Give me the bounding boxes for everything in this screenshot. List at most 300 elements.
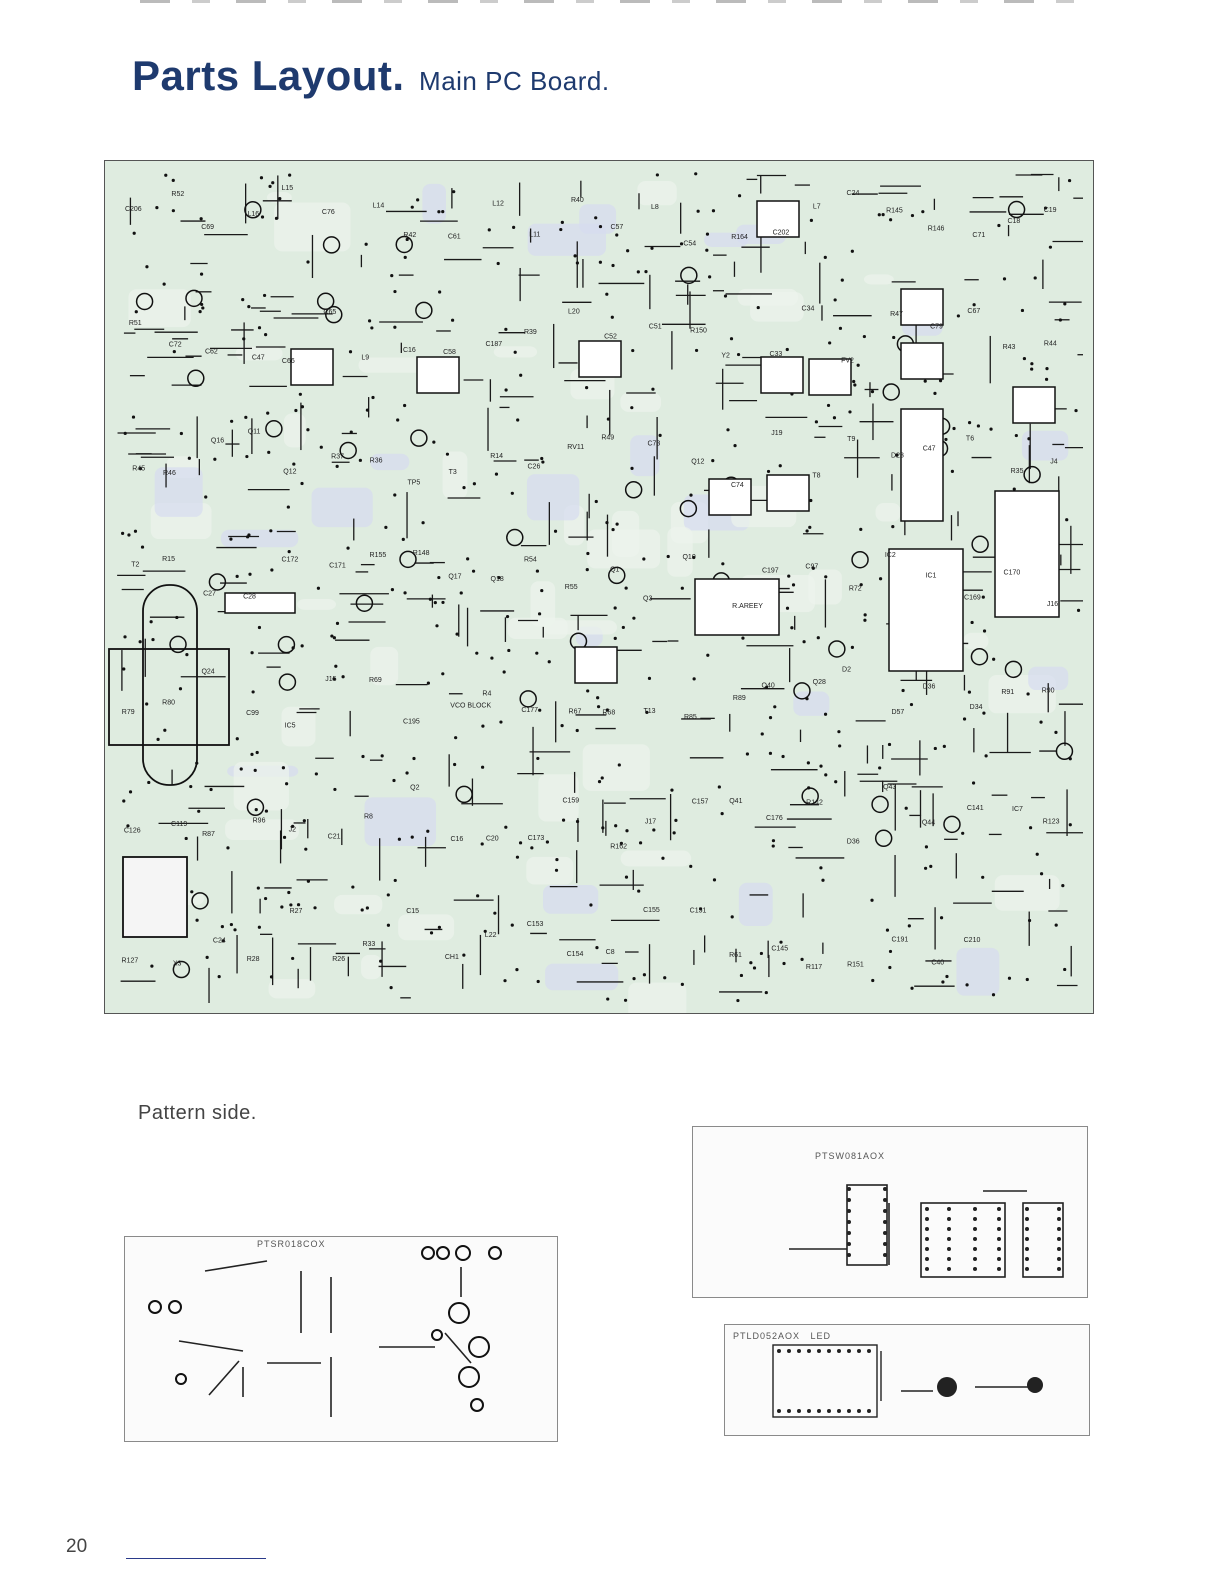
pin-pad	[883, 1231, 887, 1235]
pin-pad	[883, 1198, 887, 1202]
pin-pad	[925, 1257, 929, 1261]
solder-pad	[1063, 968, 1066, 971]
component-label: C73	[647, 440, 661, 448]
transistor-outline	[278, 637, 294, 653]
solder-pad	[848, 410, 851, 413]
solder-pad	[129, 790, 132, 793]
solder-pad	[554, 530, 557, 533]
component-label: C16	[402, 346, 416, 354]
solder-pad	[306, 260, 309, 263]
component-label: C157	[691, 798, 709, 806]
component-label: C33	[769, 350, 783, 358]
transistor-outline	[266, 421, 282, 437]
solder-pad	[555, 858, 558, 861]
component-label: C74	[730, 482, 744, 490]
pin-pad	[807, 1349, 811, 1353]
solder-pad	[863, 335, 866, 338]
solder-pad	[504, 328, 507, 331]
pin-pad	[1025, 1247, 1029, 1251]
solder-pad	[659, 434, 662, 437]
solder-pad	[540, 589, 543, 592]
solder-pad	[412, 757, 415, 760]
solder-pad	[977, 424, 980, 427]
solder-pad	[504, 826, 507, 829]
coil-outline	[901, 289, 943, 325]
solder-pad	[651, 388, 654, 391]
pin-pad	[847, 1242, 851, 1246]
pin-pad	[883, 1209, 887, 1213]
solder-pad	[792, 583, 795, 586]
pin-pad	[997, 1237, 1001, 1241]
component-label: R79	[121, 709, 135, 717]
solder-pad	[808, 526, 811, 529]
solder-pad	[370, 326, 373, 329]
solder-pad	[601, 776, 604, 779]
coil-outline	[579, 341, 621, 377]
solder-pad	[772, 839, 775, 842]
solder-pad	[730, 337, 733, 340]
solder-pad	[275, 217, 278, 220]
solder-pad	[437, 576, 440, 579]
solder-pad	[888, 966, 891, 969]
sw-board-code: PTSW081AOX	[815, 1151, 886, 1161]
copper-area	[620, 393, 661, 412]
component-label: L16	[247, 211, 260, 219]
component-label: R164	[731, 233, 748, 241]
component-label: X3	[172, 960, 182, 968]
solder-pad	[992, 993, 995, 996]
solder-pad	[506, 615, 509, 618]
solder-pad	[924, 867, 927, 870]
solder-pad	[291, 957, 294, 960]
solder-pad	[403, 591, 406, 594]
solder-pad	[670, 789, 673, 792]
solder-pad	[261, 215, 264, 218]
pin-pad	[947, 1267, 951, 1271]
solder-pad	[488, 228, 491, 231]
solder-pad	[519, 374, 522, 377]
solder-pad	[393, 326, 396, 329]
solder-pad	[473, 482, 476, 485]
pin-pad	[787, 1409, 791, 1413]
solder-pad	[721, 562, 724, 565]
transistor-outline	[829, 641, 845, 657]
solder-pad	[519, 841, 522, 844]
component-label: C151	[689, 907, 707, 915]
solder-pad	[892, 336, 895, 339]
solder-pad	[127, 533, 130, 536]
solder-pad	[891, 525, 894, 528]
solder-pad	[250, 753, 253, 756]
pin-pad	[1057, 1267, 1061, 1271]
solder-pad	[650, 247, 653, 250]
solder-pad	[726, 428, 729, 431]
solder-pad	[982, 596, 985, 599]
solder-pad	[195, 919, 198, 922]
solder-pad	[188, 457, 191, 460]
solder-pad	[781, 755, 784, 758]
component-label: T13	[643, 708, 656, 716]
pin-pad	[1057, 1217, 1061, 1221]
copper-area	[269, 979, 316, 998]
component-label: L12	[492, 200, 504, 208]
component-label: C126	[123, 827, 141, 835]
solder-pad	[282, 766, 285, 769]
solder-pad	[503, 670, 506, 673]
solder-pad	[929, 865, 932, 868]
component-label: R44	[1043, 340, 1057, 348]
solder-pad	[497, 262, 500, 265]
component-label: VCO BLOCK	[450, 702, 492, 710]
component-label: D36	[846, 838, 860, 846]
component-label: J16	[1046, 600, 1059, 608]
solder-pad	[426, 830, 429, 833]
pin-pad	[827, 1349, 831, 1353]
solder-pad	[139, 640, 142, 643]
solder-pad	[889, 218, 892, 221]
copper-area	[361, 955, 381, 979]
solder-pad	[1077, 609, 1080, 612]
solder-pad	[819, 866, 822, 869]
solder-pad	[618, 763, 621, 766]
solder-pad	[124, 432, 127, 435]
solder-pad	[145, 265, 148, 268]
solder-pad	[430, 931, 433, 934]
solder-pad	[200, 217, 203, 220]
pin-pad	[847, 1187, 851, 1191]
solder-pad	[495, 473, 498, 476]
solder-pad	[390, 986, 393, 989]
copper-area	[963, 633, 988, 650]
solder-pad	[287, 891, 290, 894]
component-label: R43	[1002, 344, 1016, 352]
pin-pad	[847, 1349, 851, 1353]
component-label: R127	[121, 957, 139, 965]
component-label: Q17	[448, 573, 462, 581]
solder-pad	[952, 427, 955, 430]
component-label: R67	[568, 708, 582, 716]
component-label: R4	[482, 690, 492, 698]
pin-pad	[997, 1257, 1001, 1261]
solder-pad	[230, 420, 233, 423]
copper-area	[956, 948, 999, 996]
solder-pad	[879, 577, 882, 580]
solder-pad	[562, 819, 565, 822]
solder-pad	[721, 812, 724, 815]
solder-pad	[910, 703, 913, 706]
solder-pad	[983, 629, 986, 632]
solder-pad	[697, 210, 700, 213]
component-label: R36	[369, 457, 383, 465]
solder-pad	[164, 174, 167, 177]
copper-area	[739, 883, 773, 926]
transistor-outline	[209, 574, 225, 590]
solder-pad	[624, 999, 627, 1002]
ic-outline	[225, 593, 295, 613]
solder-pad	[1065, 518, 1068, 521]
solder-pad	[299, 393, 302, 396]
component-label: D23	[891, 452, 904, 460]
component-label: C173	[527, 835, 545, 843]
solder-pad	[681, 983, 684, 986]
solder-pad	[606, 997, 609, 1000]
solder-pad	[384, 526, 387, 529]
component-label: IC5	[284, 722, 296, 730]
solder-pad	[278, 197, 281, 200]
solder-pad	[387, 924, 390, 927]
solder-pad	[802, 640, 805, 643]
solder-pad	[963, 717, 966, 720]
component-label: R142	[806, 799, 823, 807]
component-label: T8	[812, 472, 821, 480]
component-label: T9	[847, 435, 856, 443]
solder-pad	[614, 637, 617, 640]
pin-pad	[925, 1237, 929, 1241]
solder-pad	[535, 652, 538, 655]
solder-pad	[394, 879, 397, 882]
component-label: R54	[523, 556, 537, 564]
solder-pad	[951, 470, 954, 473]
footer-rule	[126, 1558, 266, 1559]
solder-pad	[594, 216, 597, 219]
solder-pad	[934, 747, 937, 750]
solder-pad	[943, 745, 946, 748]
solder-pad	[738, 194, 741, 197]
solder-pad	[361, 908, 364, 911]
solder-pad	[733, 444, 736, 447]
solder-pad	[787, 575, 790, 578]
component-label: C69	[201, 223, 215, 231]
solder-pad	[438, 290, 441, 293]
solder-pad	[416, 198, 419, 201]
solder-pad	[258, 626, 261, 629]
solder-pad	[267, 451, 270, 454]
component-label: R80	[162, 699, 175, 707]
solder-pad	[350, 430, 353, 433]
solder-pad	[307, 880, 310, 883]
component-label: L9	[361, 354, 370, 362]
component-label: J4	[1050, 458, 1058, 466]
solder-pad	[631, 349, 634, 352]
ic-outline	[901, 409, 943, 521]
component-label: J15	[325, 675, 337, 683]
component-label: R39	[523, 328, 537, 336]
sr-board-code: PTSR018COX	[257, 1239, 326, 1249]
coil-outline	[767, 475, 809, 511]
solder-pad	[824, 575, 827, 578]
pin-pad	[973, 1267, 977, 1271]
solder-pad	[851, 250, 854, 253]
solder-pad	[1008, 977, 1011, 980]
solder-pad	[121, 532, 124, 535]
solder-pad	[429, 598, 432, 601]
page-number: 20	[66, 1536, 88, 1557]
solder-pad	[878, 213, 881, 216]
copper-area	[621, 851, 692, 867]
solder-pad	[1040, 872, 1043, 875]
solder-pad	[824, 773, 827, 776]
solder-pad	[760, 952, 763, 955]
component-label: L11	[529, 231, 541, 239]
component-label: L7	[812, 203, 821, 211]
component-label: R35	[1010, 467, 1024, 475]
component-label: L22	[484, 931, 497, 939]
solder-pad	[537, 980, 540, 983]
component-label: R45	[132, 465, 146, 473]
component-label: C72	[168, 341, 182, 349]
solder-pad	[1039, 721, 1042, 724]
solder-pad	[625, 829, 628, 832]
component-label: Q1	[610, 566, 620, 574]
transistor-outline	[188, 370, 204, 386]
solder-pad	[837, 730, 840, 733]
solder-pad	[546, 840, 549, 843]
copper-area	[545, 964, 618, 991]
solder-pad	[674, 819, 677, 822]
solder-pad	[393, 493, 396, 496]
component-label: R151	[847, 961, 864, 969]
component-label: C16	[450, 835, 464, 843]
solder-pad	[359, 459, 362, 462]
solder-pad	[475, 652, 478, 655]
transistor-outline	[852, 552, 868, 568]
solder-pad	[819, 765, 822, 768]
solder-pad	[833, 416, 836, 419]
title-main: Parts Layout.	[132, 52, 405, 99]
solder-pad	[711, 459, 714, 462]
solder-pad	[694, 172, 697, 175]
solder-pad	[561, 221, 564, 224]
solder-pad	[596, 696, 599, 699]
solder-pad	[817, 636, 820, 639]
solder-pad	[940, 916, 943, 919]
solder-pad	[123, 635, 126, 638]
solder-pad	[451, 319, 454, 322]
pin-pad	[1025, 1267, 1029, 1271]
solder-pad	[454, 736, 457, 739]
solder-pad	[921, 210, 924, 213]
solder-pad	[805, 529, 808, 532]
component-label: R85	[683, 714, 697, 722]
pin-pad	[997, 1247, 1001, 1251]
pin-pad	[797, 1409, 801, 1413]
solder-pad	[254, 769, 257, 772]
pin-pad	[847, 1198, 851, 1202]
solder-pad	[206, 956, 209, 959]
transistor-outline	[507, 530, 523, 546]
pin-pad	[1025, 1237, 1029, 1241]
solder-pad	[387, 893, 390, 896]
component-label: Q2	[410, 784, 420, 792]
solder-pad	[266, 412, 269, 415]
solder-pad	[460, 591, 463, 594]
transistor-outline	[170, 636, 186, 652]
solder-pad	[1015, 434, 1018, 437]
solder-pad	[981, 876, 984, 879]
component-label: CH1	[444, 953, 459, 961]
component-label: Q41	[729, 797, 743, 805]
solder-pad	[396, 418, 399, 421]
component-label: C24	[846, 189, 860, 197]
solder-pad	[255, 808, 258, 811]
solder-pad	[786, 348, 789, 351]
solder-pad	[292, 462, 295, 465]
solder-pad	[767, 470, 770, 473]
solder-pad	[393, 290, 396, 293]
solder-pad	[437, 210, 440, 213]
solder-pad	[1026, 692, 1029, 695]
component-label: C79	[930, 323, 943, 331]
solder-pad	[864, 613, 867, 616]
solder-pad	[693, 677, 696, 680]
component-label: C28	[243, 593, 256, 601]
solder-pad	[381, 754, 384, 757]
solder-pad	[288, 174, 291, 177]
copper-area	[297, 599, 336, 610]
solder-pad	[599, 225, 602, 228]
solder-pad	[863, 619, 866, 622]
component-label: R89	[732, 694, 746, 702]
component-label: C153	[526, 921, 544, 929]
pin-pad	[857, 1349, 861, 1353]
main-pc-board-layout	[104, 160, 1094, 1014]
solder-pad	[968, 691, 971, 694]
solder-pad	[247, 305, 250, 308]
solder-pad	[839, 327, 842, 330]
coil-outline	[291, 349, 333, 385]
component-label: R150	[690, 327, 707, 335]
pin-pad	[947, 1237, 951, 1241]
pin-pad	[1057, 1257, 1061, 1261]
pin-pad	[1057, 1247, 1061, 1251]
component-label: C197	[761, 567, 779, 575]
solder-pad	[402, 538, 405, 541]
pin-pad	[847, 1231, 851, 1235]
solder-pad	[838, 744, 841, 747]
solder-pad	[189, 785, 192, 788]
solder-pad	[1023, 357, 1026, 360]
solder-pad	[871, 979, 874, 982]
pin-pad	[817, 1409, 821, 1413]
solder-pad	[607, 417, 610, 420]
transistor-outline	[356, 595, 372, 611]
solder-pad	[1045, 367, 1048, 370]
component-label: R68	[602, 709, 616, 717]
solder-pad	[173, 350, 176, 353]
solder-pad	[201, 306, 204, 309]
pin-pad	[883, 1220, 887, 1224]
component-label: IC1	[925, 572, 937, 580]
solder-pad	[514, 351, 517, 354]
solder-pad	[257, 886, 260, 889]
solder-pad	[499, 720, 502, 723]
component-label: C47	[251, 354, 265, 362]
solder-pad	[706, 654, 709, 657]
pin-pad	[777, 1349, 781, 1353]
solder-pad	[827, 404, 830, 407]
solder-pad	[616, 523, 619, 526]
component-label: C191	[891, 936, 909, 944]
solder-pad	[507, 649, 510, 652]
solder-pad	[245, 455, 248, 458]
solder-pad	[229, 538, 232, 541]
solder-pad	[230, 923, 233, 926]
copper-area	[876, 503, 901, 521]
solder-pad	[301, 405, 304, 408]
pin-pad	[1025, 1257, 1029, 1261]
pin-pad	[837, 1349, 841, 1353]
solder-pad	[576, 729, 579, 732]
